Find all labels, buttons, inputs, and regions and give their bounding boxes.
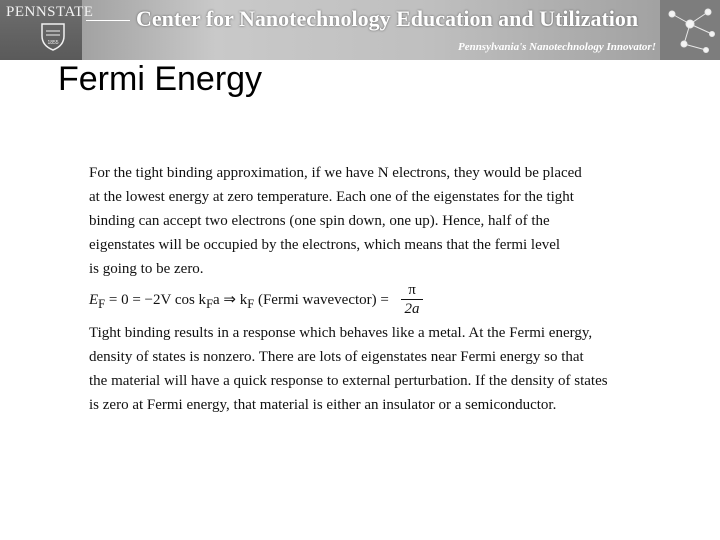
equation-body	[89, 290, 389, 312]
eq-denominator: 2a	[404, 301, 420, 317]
text-line: is zero at Fermi energy, that material is either an insulator or a semiconductor.	[89, 397, 557, 413]
text-line: is going to be zero.	[89, 261, 204, 277]
text-line: density of states is nonzero. There are lots of eigenstates near Fermi energy so that	[89, 349, 584, 365]
slide-heading: Fermi Energy	[58, 60, 263, 98]
text-line: the material will have a quick response to external perturbation. If the density of states	[89, 373, 608, 389]
eq-sub-f: F	[247, 297, 255, 311]
paragraph-intro	[89, 161, 649, 281]
center-title: Center for Nanotechnology Education and Utilization	[136, 6, 639, 31]
eq-sub-f: F	[206, 297, 214, 311]
fraction-bar	[401, 299, 423, 300]
molecule-decoration-icon	[660, 0, 720, 60]
tagline: Pennsylvania's Nanotechnology Innovator!	[457, 41, 656, 53]
text-line: Tight binding results in a response which behaves like a metal. At the Fermi energy,	[89, 325, 593, 341]
eq-numerator: π	[408, 282, 416, 298]
header-banner	[0, 0, 720, 60]
shield-year: 1855	[47, 40, 59, 46]
text-line: For the tight binding approximation, if we have N electrons, they would be placed	[89, 165, 582, 181]
eq-sub-f: F	[98, 297, 106, 311]
eq-after-k: a ⇒ k	[213, 292, 248, 308]
eq-fraction	[401, 283, 423, 317]
text-line: eigenstates will be occupied by the electrons, which means that the fermi level	[89, 237, 561, 253]
shield-icon	[40, 22, 66, 52]
paragraph-metal	[89, 321, 649, 417]
brand-name: PENNSTATE	[6, 4, 94, 20]
penn-state-logo	[0, 0, 94, 60]
banner-divider	[86, 20, 130, 21]
eq-label: (Fermi wavevector) =	[254, 292, 389, 308]
eq-energy-symbol: E	[89, 292, 99, 308]
eq-middle: = 0 = −2V cos k	[105, 292, 207, 308]
text-line: at the lowest energy at zero temperature. Each one of the eigenstates for the tight	[89, 189, 574, 205]
text-line: binding can accept two electrons (one spin down, one up). Hence, half of the	[89, 213, 550, 229]
